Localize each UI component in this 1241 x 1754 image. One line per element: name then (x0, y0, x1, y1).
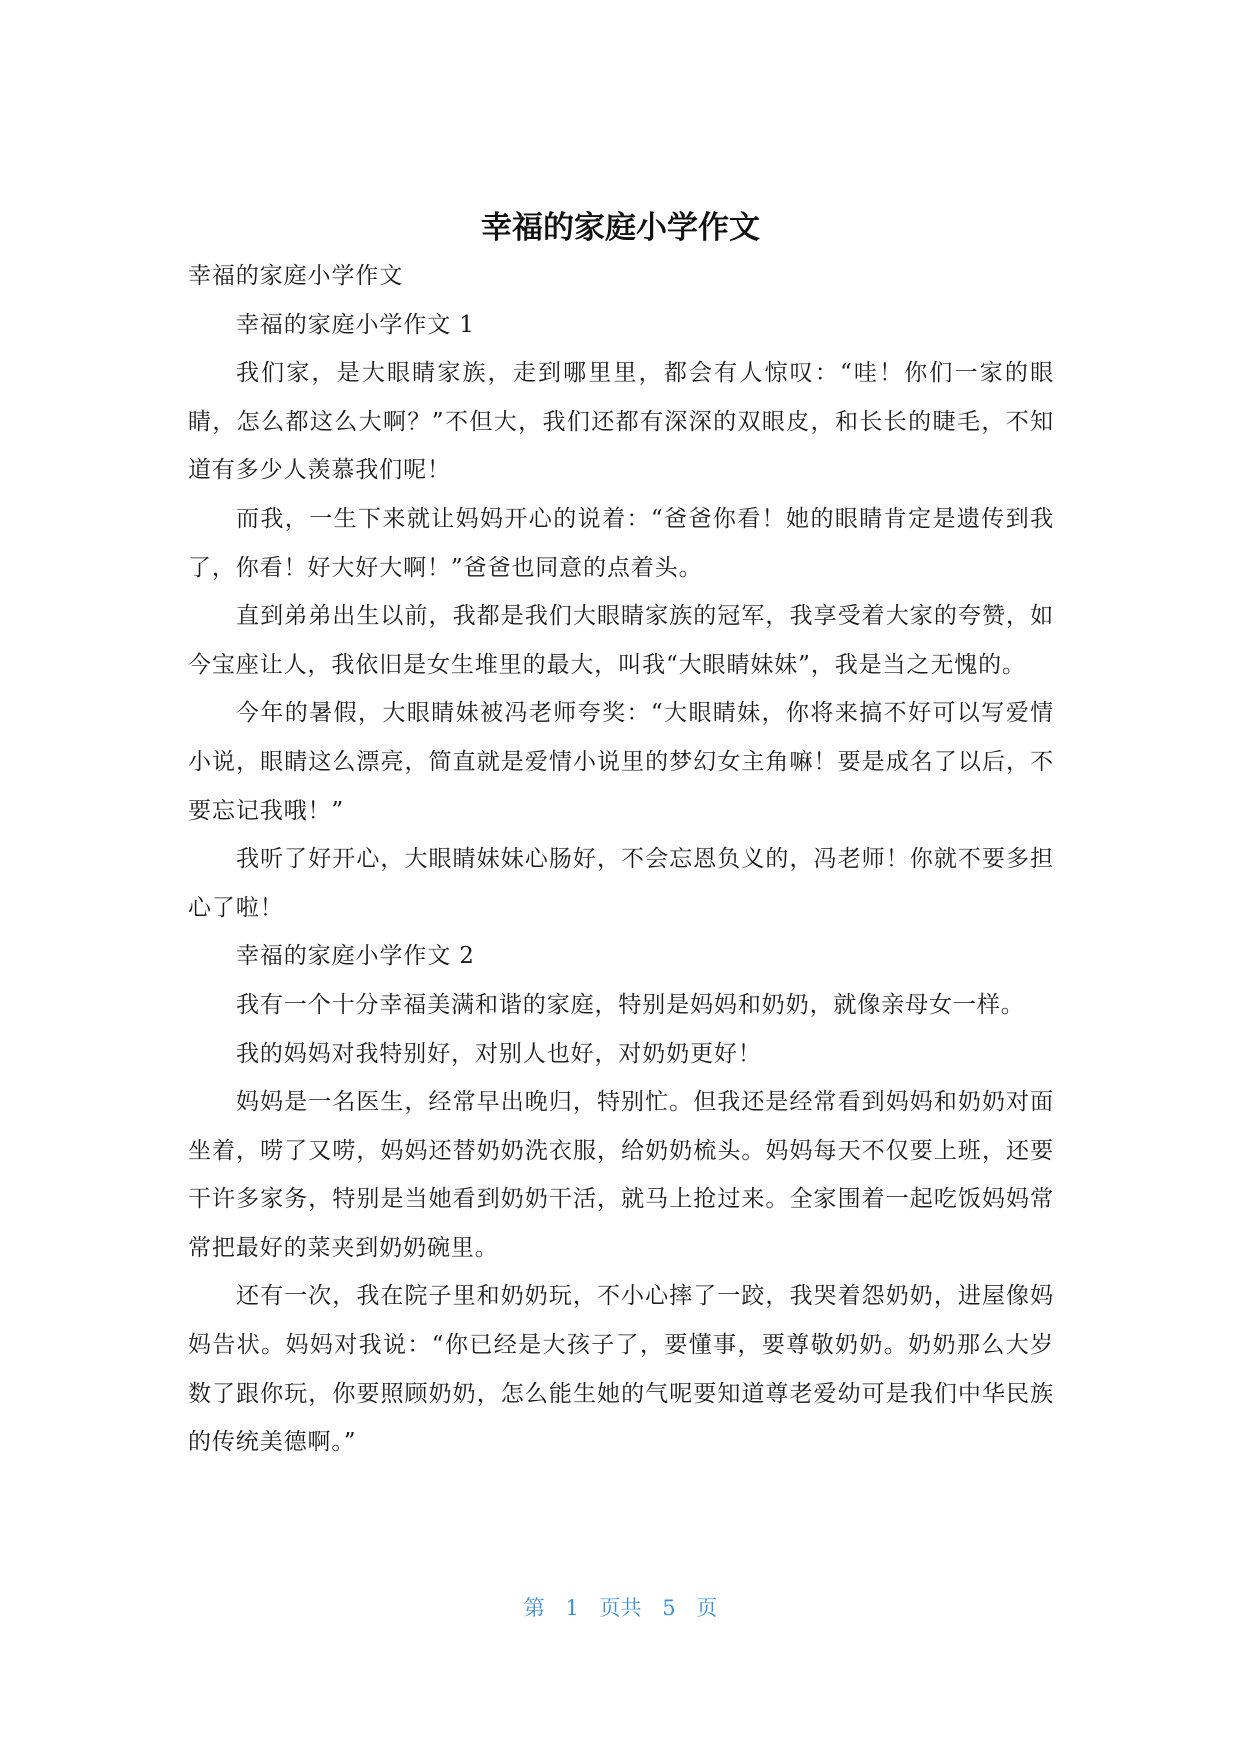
paragraph: 幸福的家庭小学作文 (188, 263, 404, 289)
section-heading-1: 幸福的家庭小学作文 1 (236, 311, 475, 338)
paragraph: 我们家，是大眼睛家族，走到哪里里，都会有人惊叹：“哇！你们一家的眼睛，怎么都这么大啊？”不但大，我们还都有深深的双眼皮，和长长的睫毛，不知道有多少人羡慕我们呢！ (188, 360, 1054, 484)
page-footer (0, 1592, 1241, 1622)
document-body (188, 252, 1054, 1467)
paragraph: 我有一个十分幸福美满和谐的家庭，特别是妈妈和奶奶，就像亲母女一样。 (236, 991, 1025, 1018)
footer-page-total: 5 (662, 1596, 676, 1620)
footer-di: 第 (523, 1596, 545, 1620)
paragraph: 我听了好开心，大眼睛妹妹心肠好，不会忘恩负义的，冯老师！你就不要多担心了啦！ (188, 846, 1054, 921)
paragraph: 今年的暑假，大眼睛妹被冯老师夸奖：“大眼睛妹，你将来搞不好可以写爱情小说，眼睛这么漂亮，简直就是爱情小说里的梦幻女主角嘛！要是成名了以后，不要忘记我哦！” (188, 700, 1054, 824)
paragraph: 还有一次，我在院子里和奶奶玩，不小心摔了一跤，我哭着怨奶奶，进屋像妈妈告状。妈妈对我说：“你已经是大孩子了，要懂事，要尊敬奶奶。奶奶那么大岁数了跟你玩，你要照顾奶奶，怎么能生她的气呢要知道尊老爱幼可是我们中华民族的传统美德啊。” (188, 1283, 1054, 1456)
paragraph: 妈妈是一名医生，经常早出晚归，特别忙。但我还是经常看到妈妈和奶奶对面坐着，唠了又唠，妈妈还替奶奶洗衣服，给奶奶梳头。妈妈每天不仅要上班，还要干许多家务，特别是当她看到奶奶干活，就马上抢过来。全家围着一起吃饭妈妈常常把最好的菜夹到奶奶碗里。 (188, 1089, 1054, 1261)
footer-ye-gong: 页共 (599, 1596, 642, 1620)
section-heading-2: 幸福的家庭小学作文 2 (236, 943, 475, 970)
document-title: 幸福的家庭小学作文 (481, 209, 760, 246)
paragraph: 直到弟弟出生以前，我都是我们大眼睛家族的冠军，我享受着大家的夸赞，如今宝座让人，我依旧是女生堆里的最大，叫我“大眼睛妹妹”，我是当之无愧的。 (188, 603, 1054, 678)
footer-page-current: 1 (565, 1596, 579, 1620)
paragraph: 我的妈妈对我特别好，对别人也好，对奶奶更好！ (236, 1040, 762, 1067)
footer-ye: 页 (696, 1596, 718, 1620)
paragraph: 而我，一生下来就让妈妈开心的说着：“爸爸你看！她的眼睛肯定是遗传到我了，你看！好大好大啊！”爸爸也同意的点着头。 (188, 505, 1054, 581)
